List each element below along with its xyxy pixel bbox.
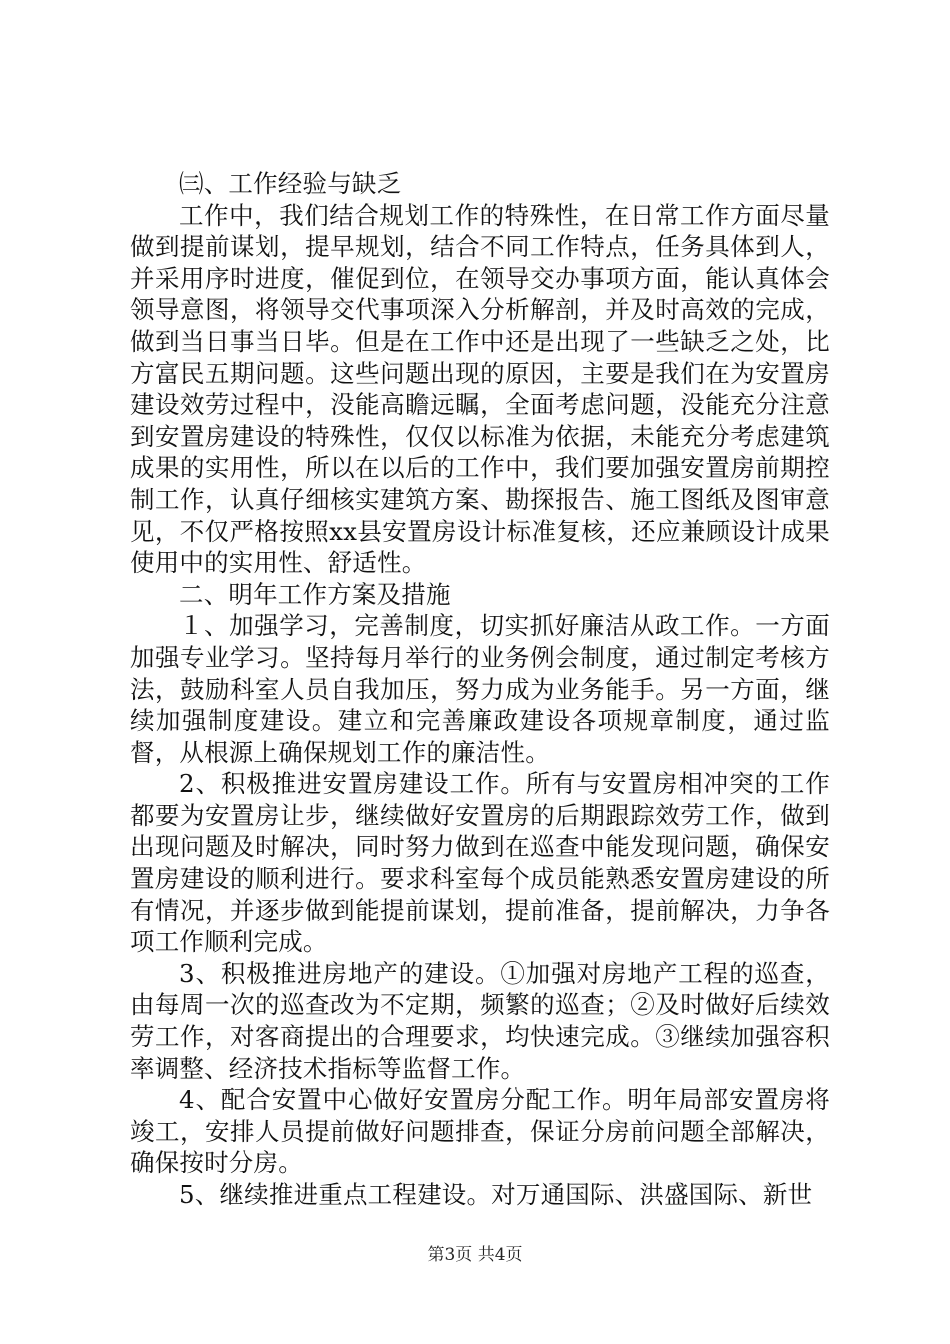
paragraph-plan-item-2: 2、积极推进安置房建设工作。所有与安置房相冲突的工作都要为安置房让步，继续做好安置房的后期跟踪效劳工作，做到出现问题及时解决，同时努力做到在巡查中能发现问题，确保安置房建设的顺利进行。要求科室每个成员能熟悉安置房建设的所有情况，并逐步做到能提前谋划，提前准备，提前解决，力争各项工作顺利完成。 [130,769,830,957]
paragraph-plan-item-5: 5、继续推进重点工程建设。对万通国际、洪盛国际、新世 [179,1180,813,1209]
page-number-label: 第3页 共4页 [427,1245,523,1265]
section-heading-experience: ㈢、工作经验与缺乏 [179,169,402,198]
document-body [130,168,830,1211]
paragraph-plan-item-4: 4、配合安置中心做好安置房分配工作。明年局部安置房将竣工，安排人员提前做好问题排查，保证分房前问题全部解决，确保按时分房。 [130,1085,830,1178]
paragraph-plan-item-1: １、加强学习，完善制度，切实抓好廉洁从政工作。一方面加强专业学习。坚持每月举行的业务例会制度，通过制定考核方法，鼓励科室人员自我加压，努力成为业务能手。另一方面，继续加强制度建设。建立和完善廉政建设各项规章制度，通过监督，从根源上确保规划工作的廉洁性。 [130,611,830,767]
paragraph-plan-item-3: 3、积极推进房地产的建设。①加强对房地产工程的巡查，由每周一次的巡查改为不定期，频繁的巡查；②及时做好后续效劳工作，对客商提出的合理要求，均快速完成。③继续加强容积率调整、经济技术指标等监督工作。 [130,958,830,1083]
paragraph-experience-detail: 工作中，我们结合规划工作的特殊性，在日常工作方面尽量做到提前谋划，提早规划，结合不同工作特点，任务具体到人，并采用序时进度，催促到位，在领导交办事项方面，能认真体会领导意图，将领导交代事项深入分析解剖，并及时高效的完成，做到当日事当日毕。但是在工作中还是出现了一些缺乏之处，比方富民五期问题。这些问题出现的原因，主要是我们在为安置房建设效劳过程中，没能高瞻远瞩，全面考虑问题，没能充分注意到安置房建设的特殊性，仅仅以标准为依据，未能充分考虑建筑成果的实用性，所以在以后的工作中，我们要加强安置房前期控制工作，认真仔细核实建筑方案、勘探报告、施工图纸及图审意见，不仅严格按照xx县安置房设计标准复核，还应兼顾设计成果使用中的实用性、舒适性。 [130,200,830,578]
page-footer [0,1244,950,1266]
section-heading-next-year-plan: 二、明年工作方案及措施 [179,579,451,609]
